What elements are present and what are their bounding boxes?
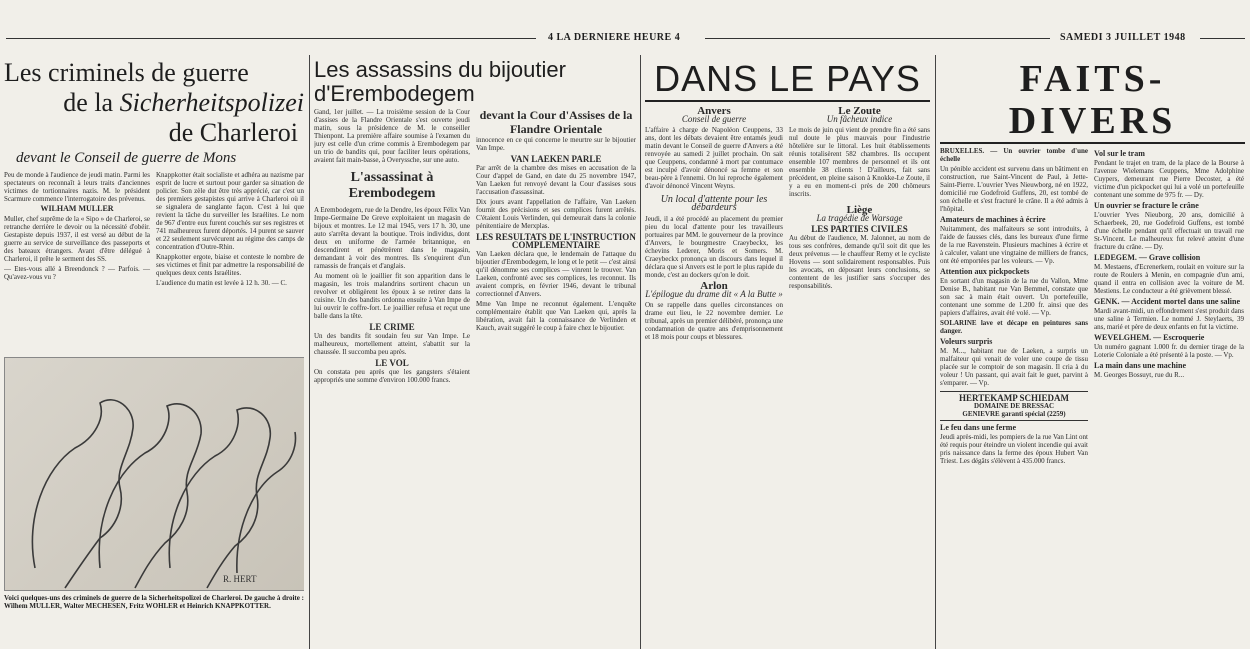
page-header — [0, 30, 1250, 48]
story-subheading: Conseil de guerre — [681, 114, 747, 124]
paragraph: Jeudi après-midi, les pompiers de la rue Van Lint ont été requis pour éteindre un violent incendie qui avait pris naissance dans la ferme des époux Hubert Van Triest. Les dégâts s'élèvent à 435.000 francs. — [940, 433, 1089, 465]
paragraph: Van Laeken déclara que, le lendemain de l'attaque du bijoutier d'Erembodegem, le long et le petit — c'est ainsi qu'il dénomme ses complices — vinrent le trouver. Van Laeken, confronté avec ses complices, les reconnut. Ils avaient compris, en février 1946, devant le tribunal correctionnel d'Anvers. — [476, 250, 636, 298]
story-heading: La main dans une machine — [1094, 361, 1187, 370]
story-heading: Amateurs de machines à écrire — [940, 215, 1046, 224]
story-heading: GENK. — Accident mortel dans une saline — [1094, 297, 1241, 306]
story-subheading: Un local d'attente pour les débardeurs — [660, 194, 768, 213]
section-heading: LES RESULTATS DE L'INSTRUCTION COMPLEMENTAIRE — [476, 232, 636, 250]
story-heading: Attention aux pickpockets — [940, 267, 1030, 276]
paragraph: M. Mestaens, d'Ecrenerkem, roulait en voiture sur la route de Roulers à Menin, en compagnie d'un ami, quand il entra en collision avec la voiture de M. Mestiens. Le conducteur a été grièvement blessé. — [1094, 263, 1244, 295]
paragraph: Gand, 1er juillet. — La troisième session de la Cour d'assises de la Flandre Orientale s'est ouverte jeudi matin, sous la présidence de M. le conseiller Thienpont. La première affaire soumise à l'examen du jury est celle d'un crime commis à Erembodegem par un trio de bandits qui, pour faciliter leurs opérations, avaient fait main-basse, à Overyssche, sur une auto. — [314, 108, 470, 164]
criminals-illustration — [4, 357, 304, 591]
section-banner: DANS LE PAYS — [645, 58, 930, 102]
article-war-criminals — [4, 58, 304, 648]
paragraph: Mme Van Impe ne reconnut également. L'enquête complémentaire établit que Van Laeken qui, après la libération, avait fait la connaissance de Verlinden et Kauch, avait suggéré le coup à faire chez le bijoutier. — [476, 300, 636, 332]
paragraph: Dix jours avant l'appellation de l'affaire, Van Laeken fournit des précisions et ses complices furent arrêtés. C'étaient Louis Verlinden, qui demeurait dans la colonie pénitentiaire de Merxplas. — [476, 198, 636, 230]
advertisement: SOLARINE lave et décape en peintures sans danger. — [940, 319, 1088, 335]
paragraph: Un numéro gagnant 1.000 fr. du dernier tirage de la Loterie Coloniale a été présenté à la poste. — Vp. — [1094, 343, 1244, 359]
story-heading: Voleurs surpris — [940, 337, 993, 346]
paragraph: Muller, chef suprême de la « Sipo » de Charleroi, se retranche derrière le devoir ou la nécessité d'obéir. Gestapiste depuis 1937, il est versé au début de la guerre au service de surveillance des passeports et des bateaux étrangers. Avant d'être délégué à Charleroi, il prête le serment des SS. — [4, 215, 150, 263]
advertisement-line: DOMAINE DE BRESSAC — [973, 402, 1055, 410]
location-heading: Le Zoute — [838, 105, 881, 117]
section-heading: LE VOL — [375, 358, 409, 368]
story-heading: LEDEGEM. — Grave collision — [1094, 253, 1201, 262]
story-subheading: La tragédie de Warsage — [816, 213, 903, 223]
story-heading: WEVELGHEM. — Escroquerie — [1094, 333, 1205, 342]
page-number: 4 LA DERNIERE HEURE 4 — [548, 32, 681, 43]
story-heading: Un ouvrier se fracture le crâne — [1094, 201, 1199, 210]
issue-date: SAMEDI 3 JUILLET 1948 — [1060, 32, 1186, 43]
person-heading: WILHAM MULLER — [40, 204, 114, 213]
article-deck: devant la Cour d'Assises de la Flandre Orientale — [479, 108, 633, 136]
paragraph: L'ouvrier Yves Nieuborg, 20 ans, domicilié à Schaerbeek, 20, rue Godefroid Guffens, est tombé d'une échelle pendant qu'il effectuait un travail rue St-Vincent. Le malheureux fut relevé atteint d'une fracture du crâne. — Dy. — [1094, 211, 1244, 251]
paragraph: Knappkotter ergote, biaise et conteste le nombre de ses victimes et finit par admettre la responsabilité de quelques deux cents Israélites. — [156, 253, 304, 277]
article-subtitle: devant le Conseil de guerre de Mons — [16, 150, 237, 166]
section-banner: FAITS-DIVERS — [940, 58, 1245, 144]
section-heading: L'assassinat à Erembodegem — [348, 170, 436, 201]
article-title-line2: de la Sicherheitspolizei — [63, 88, 304, 117]
story-subheading: L'épilogue du drame dit « A la Butte » — [645, 289, 783, 299]
paragraph: Mardi avant-midi, un effondrement s'est produit dans une saline à Termien. Le nommé J. Steylaerts, 39 ans, marié et père de deux enfants en fut la victime. — [1094, 307, 1244, 331]
paragraph: — Etes-vous allé à Breendonck ? — Parfois. — Qu'avez-vous vu ? — [4, 265, 150, 281]
paragraph: innocence en ce qui concerne le meurtre sur le bijoutier Van Impe. — [476, 136, 636, 152]
section-faits-divers — [940, 58, 1245, 648]
story-lead: BRUXELLES. — Un ouvrier tombe d'une échelle — [940, 147, 1088, 163]
section-dans-le-pays — [645, 58, 930, 648]
article-title: Les assassins du bijoutier d'Erembodegem — [314, 58, 566, 106]
paragraph: Le mois de juin qui vient de prendre fin a été sans nul doute le plus mauvais pour l'industrie hôtelière sur le littoral. Les huit établissements réunis totalisèrent 582 chambres. Ils occupent ensemble 107 membres de personnel et ils ont ensemble 38 clients ! D'ailleurs, fait sans précédent, en pleine saison à Knokke-Le Zoute, il y a eu en moment-ci près de 200 chômeurs inscrits. — [789, 126, 930, 198]
article-title-line3: de Charleroi — [168, 118, 298, 147]
signature: R. HERT — [223, 574, 257, 584]
paragraph: L'affaire à charge de Napoléon Ceuppens, 33 ans, dont les débats devaient être entamés jeudi matin devant le Conseil de guerre d'Anvers a été renvoyée au samedi 2 juillet prochain. On sait que Ceuppens, condamné à mort par contumace est inculpé d'avoir dénoncé sa femme et son beau-père à l'ennemi. On lui reproche également d'avoir dénoncé Vincent Weyns. — [645, 126, 783, 190]
story-heading: Vol sur le tram — [1094, 149, 1145, 158]
column-divider — [935, 55, 936, 649]
story-subheading: Un fâcheux indice — [826, 114, 893, 124]
location-heading: Arlon — [700, 280, 728, 292]
paragraph: Knappkotter était socialiste et adhéra au nazisme par esprit de lucre et surtout pour garder sa situation de policier. Son zèle dut être très apprécié, car c'est un des premiers gestapistes qui arrive à Charleroi où il se signalera de sanglante façon. C'est à lui que revient la tâche du surveiller les Israélites. Le nom de 967 d'entre eux furent couchés sur ses registres et 741 malheureux furent déportés. 14 purent se sauver et 22 seulement survécurent au régime des camps de concentration d'Outre-Rhin. — [156, 171, 304, 251]
article-title: Les criminels de guerre — [4, 58, 249, 87]
paragraph: Un pénible accident est survenu dans un bâtiment en construction, rue Saint-Vincent de Paul, à Jette-Saint-Pierre. L'ouvrier Yves Nieuwborg, né en 1922, domicilié rue Godefroid Guffens, 20, est tombé de son échelle et s'est fracturé le crâne. Il a été admis à l'hôpital. — [940, 165, 1088, 213]
paragraph: M. Georges Bossuyt, rue du R... — [1094, 371, 1185, 379]
paragraph: A Erembodegem, rue de la Dendre, les époux Félix Van Impe-Germaine De Greve exploitaient un magasin de bijoux et montres. Le 12 mai 1945, vers 17 h. 30, une auto s'arrêta devant la boutique. Trois individus, dont deux en uniforme de l'armée britannique, en descendirent et pénétrèrent dans le magasin, demandant à voir des montres. Ils s'enquirent d'un ramassis de français et d'anglais. — [314, 206, 470, 270]
profile-sketch — [5, 358, 304, 590]
paragraph: Un des bandits fit soudain feu sur Van Impe. Le malheureux, mortellement atteint, s'abattit sur la chaussée. Il succomba peu après. — [314, 332, 470, 356]
section-heading: VAN LAEKEN PARLE — [510, 154, 602, 164]
location-heading: Anvers — [697, 105, 731, 117]
paragraph: Nuitamment, des malfaiteurs se sont introduits, à l'aide de fausses clés, dans les bureaux d'une firme de la rue Ravenstein. Plusieurs machines à écrire et à calculer, valant une vingtaine de milliers de francs, ont été emportées par les voleurs. — Vp. — [940, 225, 1088, 265]
article-erembodegem — [314, 58, 636, 648]
story-heading: Le feu dans une ferme — [940, 423, 1016, 432]
section-heading: LE CRIME — [369, 322, 415, 332]
column-divider — [309, 55, 310, 649]
paragraph: M. M..., habitant rue de Laeken, a surpris un malfaiteur qui venait de voler une coupe de tissu placée sur le comptoir de son magasin. Il cria à du voleur ! Un passant, qui avait fait le guet, parvint à s'emparer. — Vp. — [940, 347, 1088, 387]
paragraph: On constata peu après que les gangsters s'étaient appropriés une somme d'environ 100.000 francs. — [314, 368, 470, 384]
section-heading: LES PARTIES CIVILES — [811, 224, 908, 234]
location-heading: Liège — [846, 204, 873, 216]
paragraph: L'audience du matin est levée à 12 h. 30. — C. — [156, 279, 287, 287]
column-divider — [640, 55, 641, 649]
paragraph: Au début de l'audience, M. Jalonnet, au nom de tous ses confrères, demande qu'il soit dit que les deux prévenus — le chauffeur Remy et le cycliste Hovens — sont solidairement responsables. Puis les avocats, en déposant leurs conclusions, se contentent de les justifier sans s'occuper des responsabilités. — [789, 234, 930, 290]
advertisement-title: HERTEKAMP SCHIEDAM — [940, 391, 1088, 402]
paragraph: On se rappelle dans quelles circonstances on drame eut lieu, le 22 novembre dernier. Le tribunal, après un premier délibéré, prononça une condamnation de quatre ans d'emprisonnement et 18 mois pour coups et blessures. — [645, 301, 784, 341]
paragraph: Par arrêt de la chambre des mises en accusation de la Cour d'appel de Gand, en date du 25 novembre 1947, Van Laeken fut renvoyé devant la Cour d'assises sous l'accusation d'assassinat. — [476, 164, 636, 196]
paragraph: En sortant d'un magasin de la rue du Vallon, Mme Denise B., habitant rue Van Bemmel, constate que son sac à main était ouvert. Un portefeuille, contenant une somme de 1.200 fr. ainsi que des papiers d'affaires, avait été volé. — Vp. — [940, 277, 1088, 317]
paragraph: Pendant le trajet en tram, de la place de la Bourse à l'avenue Wielemans Ceuppens, Mme Adolphine Cuypers, demeurant rue Pierre Decoster, a été victime d'un pickpocket qui lui a volé un portefeuille contenant une somme de 975 fr. — Dy. — [1094, 159, 1244, 199]
advertisement-line: GENIEVRE garanti spécial (2259) — [940, 410, 1088, 421]
paragraph: Jeudi, il a été procédé au placement du premier pieu du local d'attente pour les travailleurs portuaires par MM. le gouverneur de la province d'Anvers, le bourgmestre Craeybeckx, les échevins Lederer, Moris et Somers. M. Craeybeckx prononça un discours dans lequel il déclara que si Anvers est le port le plus rapide du monde, c'est au dockers qu'on le doit. — [645, 215, 783, 279]
paragraph: Peu de monde à l'audience de jeudi matin. Parmi les spectateurs on reconnaît à leurs traits d'anciennes victimes de tortionnaires nazis. M. le président Scarmure commence l'interrogatoire des prévenus. — [4, 171, 150, 203]
illustration-caption: Voici quelques-uns des criminels de guerre de la Sicherheitspolizei de Charleroi. De gauche à droite : Wilhem MULLER, Walter MECHESEN, Fritz WOHLER et Heinrich KNAPPKOTTER. — [4, 594, 304, 610]
paragraph: Au moment où le joaillier fit son apparition dans le magasin, les trois malandrins sortirent chacun un revolver et obligèrent les époux à se retirer dans la cuisine. Un des bandits ordonna ensuite à Van Impe de lui ouvrir le coffre-fort. Le joaillier refusa et reçut une balle dans la tête. — [314, 272, 470, 320]
